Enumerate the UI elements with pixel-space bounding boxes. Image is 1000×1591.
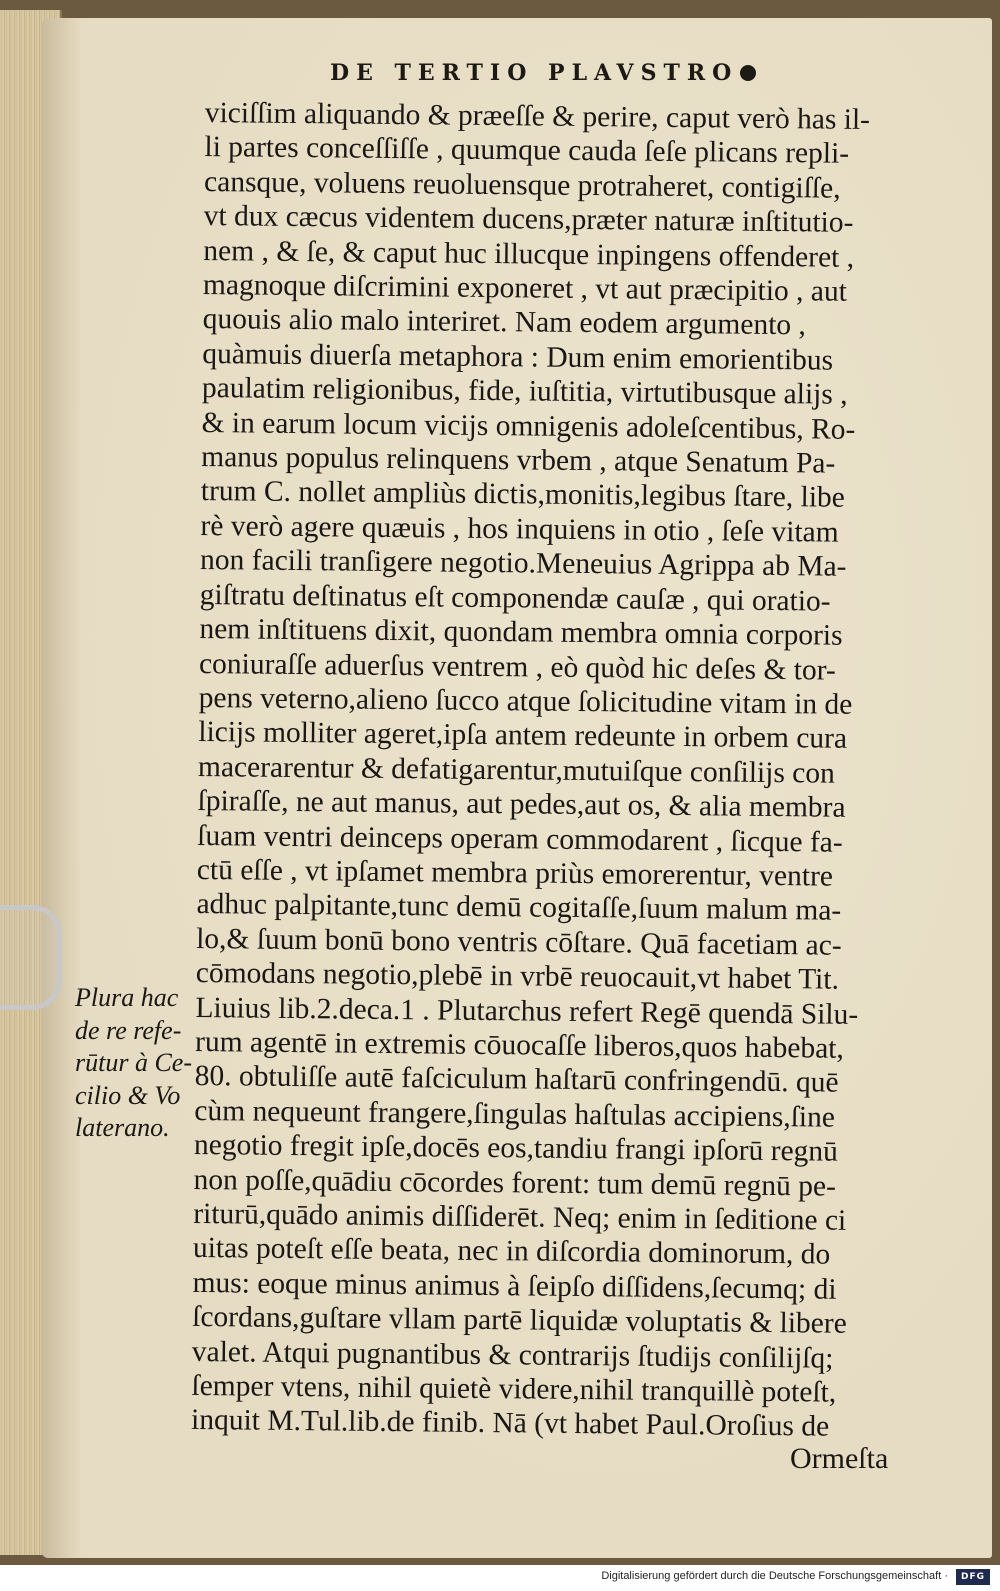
- running-head: [330, 60, 756, 86]
- text-line: ctū eſſe , vt ipſamet membra priùs emorerentur, ventre: [196, 853, 834, 893]
- catchword: Ormeſta: [790, 1442, 889, 1475]
- text-line: rum agentē in extremis cōuocaſſe liberos,quos habebat,: [194, 1025, 845, 1065]
- text-line: quàmuis diuerſa metaphora : Dum enim emorientibus: [202, 337, 834, 377]
- footer-bar: [0, 1565, 1000, 1591]
- text-line: riturū,quādo animis diſſiderēt. Neq; enim in ſeditione ci: [193, 1197, 847, 1237]
- text-line: ſuam ventri deinceps operam commodarent , ſicque fa-: [197, 819, 843, 859]
- text-line: negotio fregit ipſe,docēs eos,tandiu frangi ipſorū regnū: [193, 1129, 839, 1168]
- ornament-icon: [740, 65, 756, 81]
- text-line: magnoque diſcrimini exponeret , vt aut præcipitio , aut: [202, 269, 848, 308]
- main-text-block: [191, 96, 920, 1445]
- text-line: ſcordans,guſtare vllam partē liquidæ voluptatis & libere: [192, 1301, 847, 1341]
- text-line: mus: eoque minus animus à ſeipſo diſſidens,ſecumq; di: [192, 1266, 837, 1306]
- text-line: 80. obtuliſſe autē faſciculum haſtarū confringendū. quē: [194, 1060, 839, 1100]
- marginal-note-line: Plura hac: [75, 983, 179, 1012]
- text-line: nem , & ſe, & caput huc illucque inpingens offenderet ,: [203, 234, 855, 274]
- funding-credit: Digitalisierung gefördert durch die Deutsche Forschungsgemeinschaft ·: [601, 1570, 948, 1582]
- running-head-text: DE TERTIO PLAVSTRO: [330, 60, 739, 86]
- marginal-note-line: rūtur à Ce-: [75, 1048, 192, 1077]
- text-line: rè verò agere quæuis , hos inquiens in otio , ſeſe vitam: [200, 509, 839, 549]
- text-line: ſpiraſſe, ne aut manus, aut pedes,aut os, & alia membra: [197, 785, 846, 824]
- text-line: viciſſim aliquando & præeſſe & perire, caput verò has il-: [204, 96, 871, 136]
- text-line: licijs molliter ageret,ipſa antem redeunte in orbem cura: [198, 716, 848, 756]
- text-line: non poſſe,quādiu cōcordes forent: tum demū regnū pe-: [193, 1163, 837, 1203]
- text-line: cōmodans negotio,plebē in vrbē reuocauit,vt habet Tit.: [195, 957, 840, 996]
- page-clip: [0, 905, 62, 1010]
- text-line: macerarentur & defatigarentur,mutuiſque conſilijs con: [197, 750, 836, 790]
- text-line: & in earum locum vicijs omnigenis adoleſcentibus, Ro-: [201, 406, 856, 446]
- dfg-logo-icon: DFG: [956, 1569, 990, 1585]
- text-line: trum C. nollet ampliùs dictis,monitis,legibus ſtare, libe: [200, 475, 846, 515]
- marginal-note: [75, 982, 200, 1145]
- text-line: li partes conceſſiſſe , quumque cauda ſeſe plicans repli-: [204, 131, 850, 171]
- text-line: paulatim religionibus, fide, iuſtitia, virtutibusque alijs ,: [201, 372, 848, 411]
- text-line: coniuraſſe aduerſus ventrem , eò quòd hic deſes & tor-: [198, 647, 836, 687]
- text-line: vt dux cæcus videntem ducens,præter naturæ inſtitutio-: [203, 200, 854, 240]
- marginal-note-line: cilio & Vo: [75, 1080, 181, 1110]
- text-line: pens veterno,alieno ſucco atque ſolicitudine vitam in de: [198, 681, 853, 721]
- text-line: quouis alio malo interiret. Nam eodem argumento ,: [202, 303, 807, 342]
- text-line: non facili tranſigere negotio.Meneuius Agrippa ab Ma-: [199, 544, 847, 584]
- text-line: manus populus relinquens vrbem , atque Senatum Pa-: [201, 441, 836, 480]
- text-line: lo,& ſuum bonū bono ventris cōſtare. Quā facetiam ac-: [196, 922, 842, 962]
- text-line: inquit M.Tul.lib.de finib. Nā (vt habet Paul.Oroſius de: [190, 1404, 830, 1444]
- text-line: valet. Atqui pugnantibus & contrarijs ſtudijs conſilijſq;: [191, 1335, 834, 1375]
- text-line: cùm nequeunt frangere,ſingulas haſtulas accipiens,ſine: [194, 1094, 836, 1134]
- text-line: adhuc palpitante,tunc demū cogitaſſe,ſuum malum ma-: [196, 888, 842, 928]
- text-line: giſtratu deſtinatus eſt componendæ cauſæ , qui oratio-: [199, 578, 831, 618]
- text-line: cansque, voluens reuoluensque protraheret, contigiſſe,: [203, 165, 841, 205]
- text-line: uitas poteſt eſſe beata, nec in diſcordia dominorum, do: [192, 1232, 831, 1272]
- text-line: nem inſtituens dixit, quondam membra omnia corporis: [199, 613, 843, 652]
- marginal-note-line: laterano.: [75, 1113, 170, 1142]
- text-line: Liuius lib.2.deca.1 . Plutarchus refert Regē quendā Silu-: [195, 991, 859, 1031]
- text-line: ſemper vtens, nihil quietè videre,nihil tranquillè poteſt,: [191, 1369, 837, 1409]
- marginal-note-line: de re refe-: [75, 1015, 182, 1045]
